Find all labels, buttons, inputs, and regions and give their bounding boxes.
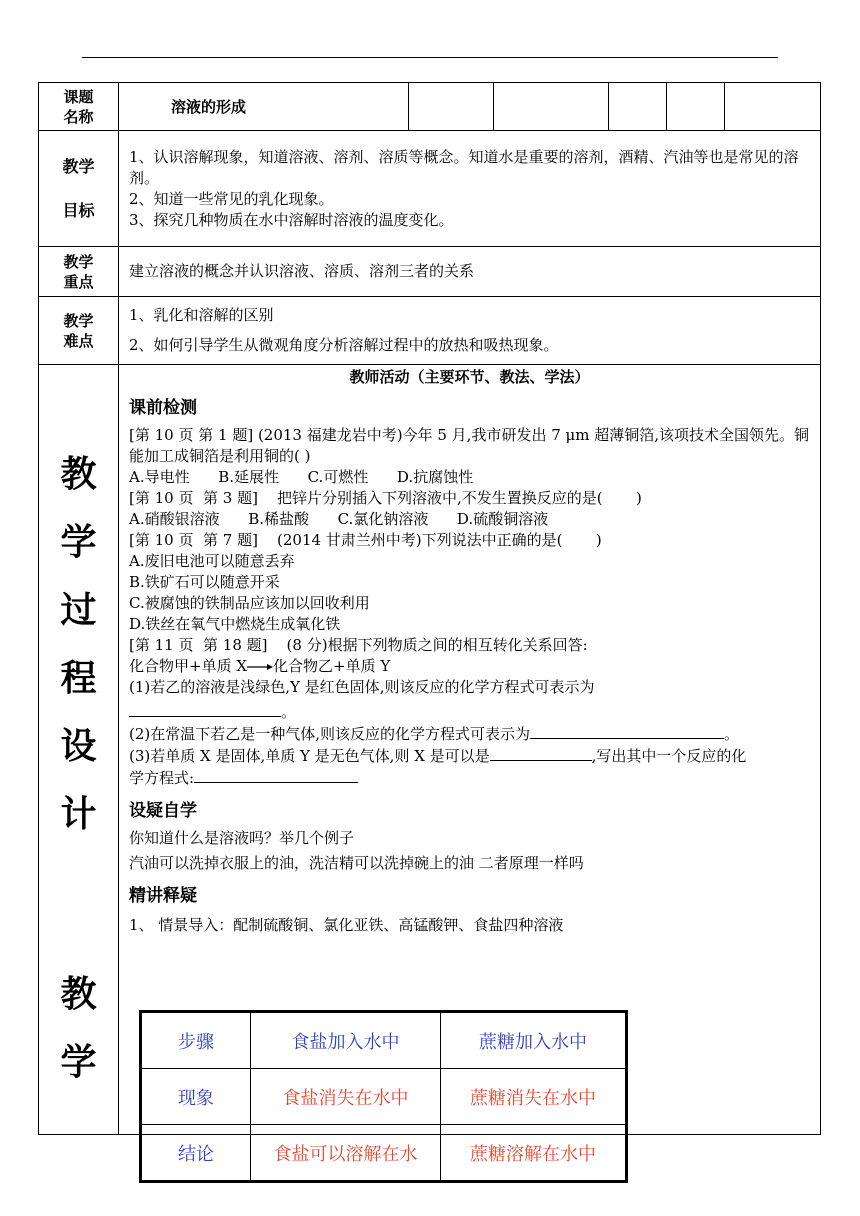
- answer-blank[interactable]: [129, 701, 281, 717]
- difficulty-item: 2、如何引导学生从微观角度分析溶解过程中的放热和吸热现象。: [129, 336, 559, 354]
- process-label-char: 过: [60, 590, 97, 631]
- difficulty-label: [39, 297, 119, 365]
- section-pretest: 课前检测: [129, 398, 197, 418]
- explain-1: 1、 情景导入：配制硫酸铜、氯化亚铁、高锰酸钾、食盐四种溶液: [129, 916, 564, 934]
- question-3: [第 10 页 第 7 题] (2014 甘肃兰州中考)下列说法中正确的是( ): [129, 531, 602, 549]
- question-3-option-b: B.铁矿石可以随意开采: [129, 573, 280, 591]
- question-3-option-d: D.铁丝在氧气中燃烧生成氧化铁: [129, 615, 341, 633]
- header-rule: [82, 57, 778, 58]
- empty-cell-5: [725, 83, 821, 131]
- question-1-options: A.导电性 B.延展性 C.可燃性 D.抗腐蚀性: [129, 468, 474, 486]
- goal-item: 3、探究几种物质在水中溶解时溶液的温度变化。: [129, 210, 454, 229]
- salt-cell: 食盐可以溶解在水: [251, 1125, 441, 1182]
- question-4-equation: [129, 656, 810, 677]
- reaction-arrow-icon: [247, 662, 273, 672]
- section-self-study: 设疑自学: [129, 801, 197, 821]
- question-4-part-2-text: (2)在常温下若乙是一种气体,则该反应的化学方程式可表示为: [129, 725, 531, 743]
- empty-cell-4: [667, 83, 725, 131]
- end-mark: 。: [724, 725, 740, 743]
- question-4: [第 11 页 第 18 题] (8 分)根据下列物质之间的相互转化关系回答:: [129, 636, 588, 654]
- question-3-option-c: C.被腐蚀的铁制品应该加以回收利用: [129, 594, 370, 612]
- topic-label-line2: 名称: [63, 107, 94, 126]
- question-4-part-3-eq: [129, 767, 810, 789]
- experiment-row-conclusion: [141, 1125, 627, 1182]
- topic-label-line1: 课题: [63, 87, 94, 106]
- question-4-part-3-text-c: 学方程式:: [129, 769, 195, 787]
- topic-label: [39, 83, 119, 131]
- focus-label-line1: 教学: [63, 252, 94, 271]
- self-study-1: 你知道什么是溶液吗？举几个例子: [129, 829, 355, 847]
- process-label-char: 教: [60, 454, 97, 495]
- focus-text: 建立溶液的概念并认识溶液、溶质、溶剂三者的关系: [119, 247, 821, 297]
- equation-right: 化合物乙+单质 Y: [273, 657, 391, 675]
- question-4-part-3: [129, 745, 810, 767]
- process-label-char: 程: [60, 658, 97, 699]
- answer-blank[interactable]: [530, 723, 724, 739]
- topic-row: [39, 83, 821, 131]
- difficulty-label-line2: 难点: [63, 331, 94, 350]
- column-title: 教师活动（主要环节、教法、学法）: [349, 368, 590, 386]
- question-4-part-2: [129, 723, 810, 745]
- goals-row: [39, 131, 821, 247]
- question-4-part-3-text-b: ,写出其中一个反应的化: [591, 747, 747, 765]
- goals-label-line1: 教学: [62, 156, 95, 176]
- question-4-part-1-answer: [129, 701, 810, 723]
- empty-cell-1: [409, 83, 494, 131]
- row-label: 现象: [141, 1069, 251, 1125]
- equation-left: 化合物甲+单质 X: [129, 657, 248, 675]
- process-label-char: 学: [60, 1042, 97, 1083]
- question-2-options: A.硝酸银溶液 B.稀盐酸 C.氯化钠溶液 D.硫酸铜溶液: [129, 510, 549, 528]
- sugar-cell: 蔗糖消失在水中: [441, 1069, 627, 1125]
- question-1: [第 10 页 第 1 题] (2013 福建龙岩中考)今年 5 月,我市研发出 7 μm 超薄铜箔,该项技术全国领先。铜能加工成铜箔是利用铜的( ): [129, 426, 810, 465]
- experiment-row-phenomenon: [141, 1069, 627, 1125]
- process-label: [39, 365, 119, 1135]
- experiment-table: [139, 1010, 628, 1183]
- question-3-option-a: A.废旧电池可以随意丢弃: [129, 552, 295, 570]
- end-mark: 。: [281, 703, 297, 721]
- focus-row: [39, 247, 821, 297]
- sugar-cell: 蔗糖溶解在水中: [441, 1125, 627, 1182]
- question-4-part-3-text: (3)若单质 X 是固体,单质 Y 是无色气体,则 X 是可以是: [129, 747, 490, 765]
- process-label-char: 计: [60, 794, 97, 835]
- experiment-row-steps: [141, 1012, 627, 1069]
- goal-item: 1、认识溶解现象，知道溶液、溶剂、溶质等概念。知道水是重要的溶剂，酒精、汽油等也是常见的溶剂。: [129, 147, 799, 187]
- question-2: [第 10 页 第 3 题] 把锌片分别插入下列溶液中,不发生置换反应的是( ): [129, 489, 642, 507]
- goals-label: [39, 131, 119, 247]
- salt-cell: 食盐加入水中: [251, 1012, 441, 1069]
- question-4-part-1: (1)若乙的溶液是浅绿色,Y 是红色固体,则该反应的化学方程式可表示为: [129, 678, 595, 696]
- empty-cell-3: [609, 83, 667, 131]
- lesson-plan-table: [38, 82, 821, 1135]
- sugar-cell: 蔗糖加入水中: [441, 1012, 627, 1069]
- process-label-char: 学: [60, 522, 97, 563]
- focus-label-line2: 重点: [63, 272, 94, 291]
- process-label-char: 教: [60, 974, 97, 1015]
- answer-blank[interactable]: [490, 745, 592, 761]
- difficulty-label-line1: 教学: [63, 311, 94, 330]
- goals-label-line2: 目标: [62, 200, 95, 220]
- empty-cell-2: [494, 83, 609, 131]
- salt-cell: 食盐消失在水中: [251, 1069, 441, 1125]
- row-label: 步骤: [141, 1012, 251, 1069]
- row-label: 结论: [141, 1125, 251, 1182]
- goal-item: 2、知道一些常见的乳化现象。: [129, 189, 334, 208]
- difficulty-content: [119, 297, 821, 365]
- process-label-char: 设: [60, 726, 97, 767]
- topic-value: 溶液的形成: [119, 83, 409, 131]
- goals-content: [119, 131, 821, 247]
- answer-blank[interactable]: [194, 767, 358, 783]
- section-explain: 精讲释疑: [129, 886, 197, 906]
- self-study-2: 汽油可以洗掉衣服上的油，洗洁精可以洗掉碗上的油 二者原理一样吗: [129, 854, 584, 872]
- difficulty-item: 1、乳化和溶解的区别: [129, 306, 274, 324]
- difficulty-row: [39, 297, 821, 365]
- focus-label: [39, 247, 119, 297]
